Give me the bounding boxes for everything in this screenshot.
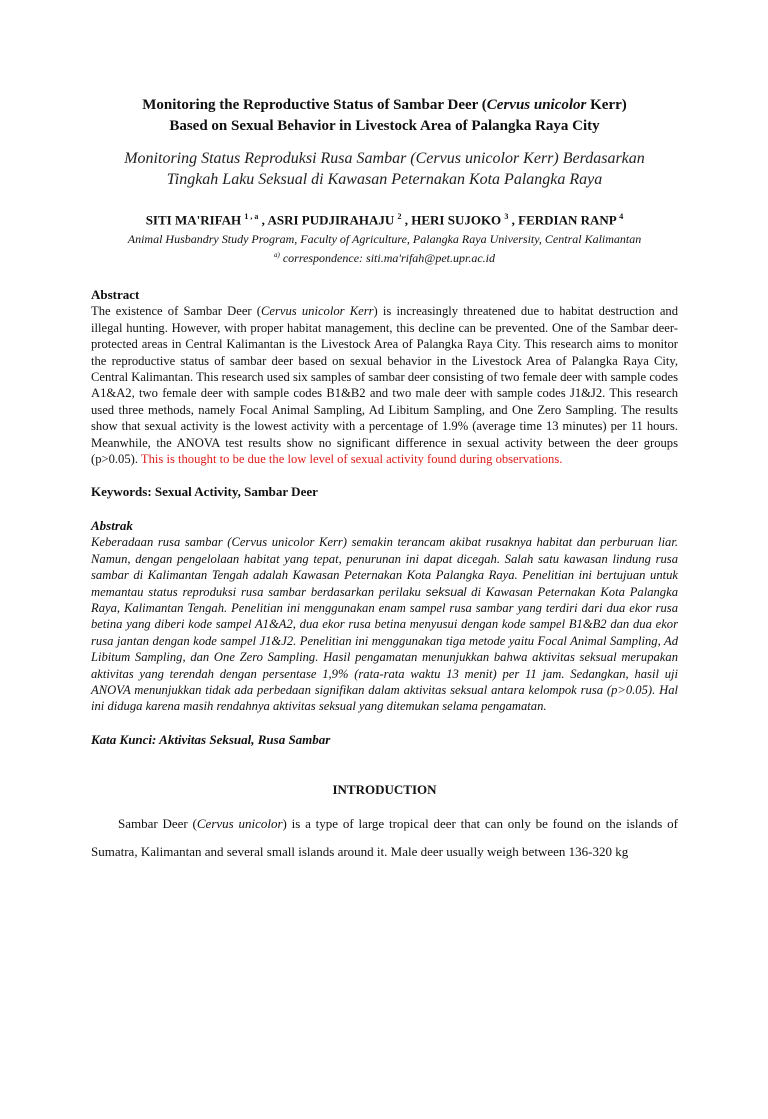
author-affil-mark: 2 bbox=[397, 212, 402, 221]
title-english: Monitoring the Reproductive Status of Sambar Deer (Cervus unicolor Kerr) Based on Sexual Behavior in Livestock Area of Palangka Raya City bbox=[142, 97, 627, 134]
abstrak-text: Keberadaan rusa sambar (Cervus unicolor Kerr) semakin terancam akibat rusaknya habitat dan perburuan liar. Namun, dengan pengelolaan habitat yang tepat, penurunan ini dapat dicegah. Salah satu kawasan lindung rusa sambar di Kalimantan Tengah adalah Kawasan Peternakan Kota Palangka Raya. Penelitian ini bertujuan untuk memantau status reproduksi rusa sambar berdasarkan perilaku seksual di Kawasan Peternakan Kota Palangka Raya, Kalimantan Tengah. Penelitian ini menggunakan enam sampel rusa sambar yang terdiri dari dua ekor rusa betina yang diberi kode sampel A1&A2, dua ekor rusa betina menyusui dengan kode sampel B1&B2 dan dua ekor rusa jantan dengan kode sampel J1&J2. Penelitian ini menggunakan tiga metode yaitu Focal Animal Sampling, Ad Libitum Sampling, dan One Zero Sampling. Hasil pengamatan menunjukkan bahwa aktivitas seksual merupakan aktivitas yang terendah dengan persentase 1,9% (rata-rata waktu 13 menit) per 11 jam. Sedangkan, hasil uji ANOVA menunjukkan tidak ada perbedaan signifikan dalam aktivitas seksual antara kelompok rusa (p>0.05). Hal ini diduga karena masih rendahnya aktivitas seksual yang ditemukan selama pengamatan. bbox=[91, 535, 678, 714]
abstract-heading: Abstract bbox=[91, 287, 140, 303]
author-name: SITI MA'RIFAH bbox=[145, 212, 242, 228]
keywords: Keywords: Sexual Activity, Sambar Deer bbox=[91, 484, 318, 500]
affiliation: Animal Husbandry Study Program, Faculty of Agriculture, Palangka Raya University, Central Kalimantan bbox=[127, 232, 642, 247]
correspondence: $^{a)}$ correspondence: siti.ma'rifah@pet.upr.ac.id bbox=[274, 251, 495, 266]
author-affil-mark: 1 , a bbox=[244, 212, 259, 221]
title-species: Cervus unicolor bbox=[486, 97, 587, 113]
introduction-text: Sambar Deer (Cervus unicolor) is a type of large tropical deer that can only be found on the islands of Sumatra, Kalimantan and several small islands around it. Male deer usually weigh between 136-320 kg bbox=[91, 815, 678, 859]
paper-page bbox=[0, 95, 768, 1119]
abstrak-heading: Abstrak bbox=[91, 518, 133, 534]
title-indonesian: Monitoring Status Reproduksi Rusa Sambar (Cervus unicolor Kerr) Berdasarkan Tingkah Laku Seksual di Kawasan Peternakan Kota Palangka Raya bbox=[124, 150, 645, 188]
introduction-heading: INTRODUCTION bbox=[332, 781, 437, 797]
author-affil-mark: 3 bbox=[504, 212, 509, 221]
correspondence-email[interactable]: correspondence: siti.ma'rifah@pet.upr.ac.id bbox=[279, 251, 495, 266]
highlighted-sentence: This is thought to be due the low level of sexual activity found during observations. bbox=[140, 451, 563, 466]
author-name: FERDIAN RANP bbox=[518, 212, 617, 228]
author-name: ASRI PUDJIRAHAJU bbox=[267, 212, 395, 228]
kata-kunci: Kata Kunci: Aktivitas Seksual, Rusa Sambar bbox=[91, 731, 331, 747]
abstract-text: The existence of Sambar Deer (Cervus unicolor Kerr) is increasingly threatened due to habitat destruction and illegal hunting. However, with proper habitat management, this decline can be prevented. One of the Sambar deer-protected areas in Central Kalimantan is the Livestock Area of Palangka Raya City. This research aims to monitor the reproductive status of sambar deer based on sexual behavior in the Livestock Area of Palangka Raya City, Central Kalimantan. This research used six samples of sambar deer consisting of two female deer with sample codes A1&A2, two female deer with sample codes B1&B2 and two male deer with sample codes J1&J2. This research used three methods, namely Focal Animal Sampling, Ad Libitum Sampling, and One Zero Sampling. The results show that sexual activity is the lowest activity with a percentage of 1.9% (average time 13 minutes) per 11 hours. Meanwhile, the ANOVA test results show no significant difference in sexual activity between the deer groups (p>0.05). This is thought to be due the low level of sexual activity found during observations. bbox=[91, 304, 679, 466]
author-affil-mark: 4 bbox=[619, 212, 624, 221]
author-name: HERI SUJOKO bbox=[411, 212, 502, 228]
author-list: SITI MA'RIFAH $^{1 , a}$ , ASRI PUDJIRAHAJU $^2$ , HERI SUJOKO $^3$ , FERDIAN RANP $^4$ bbox=[145, 212, 624, 228]
